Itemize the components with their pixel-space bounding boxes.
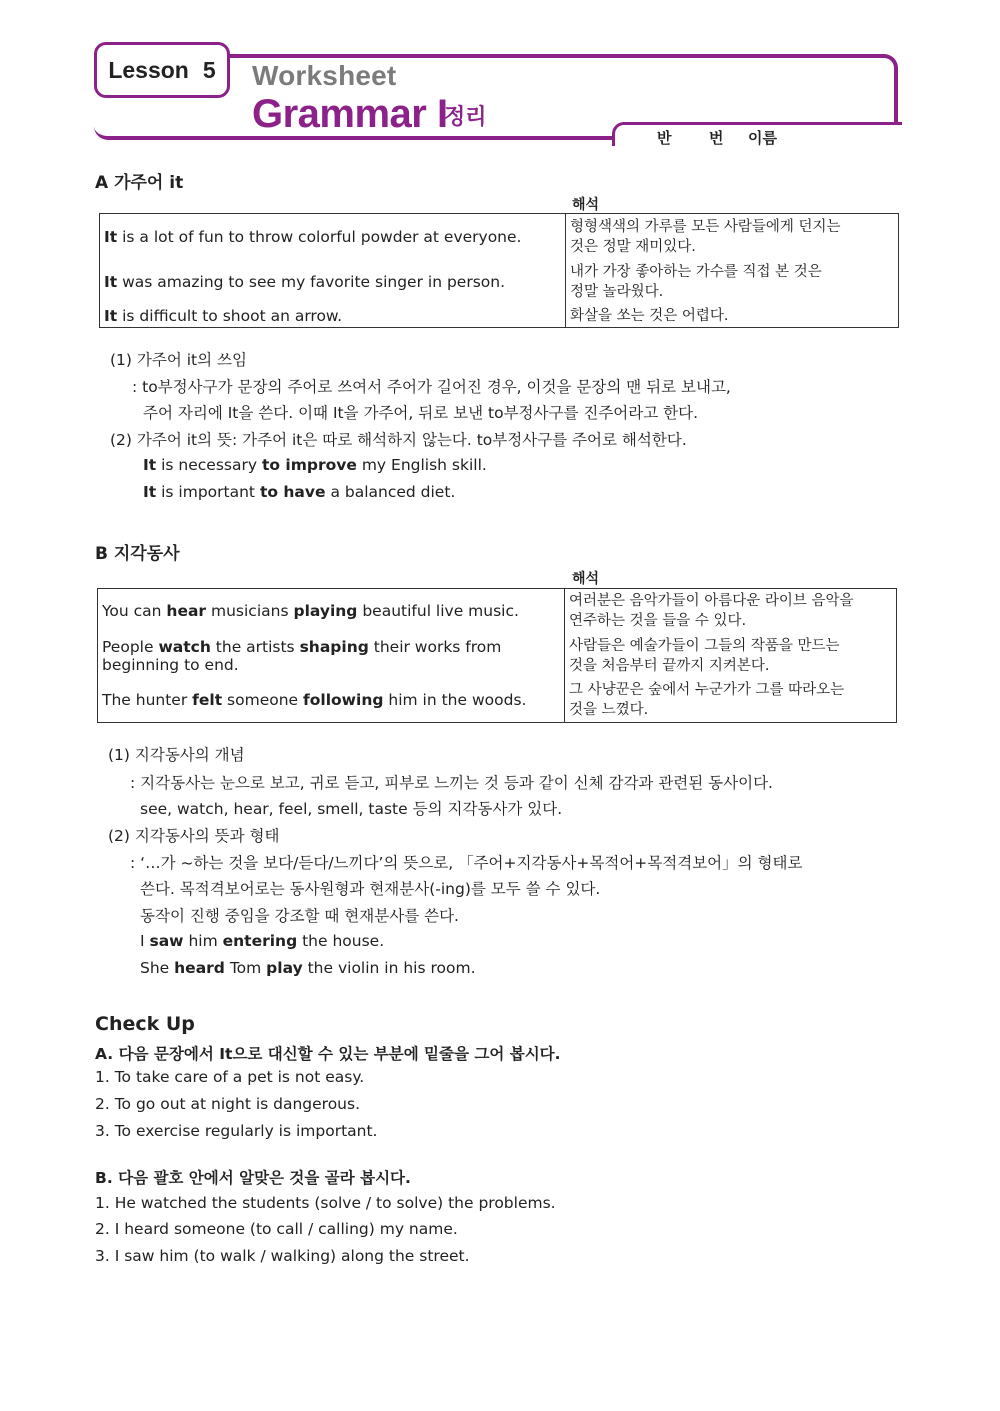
note-line: 주어 자리에 It을 쓴다. 이때 It을 가주어, 뒤로 보낸 to부정사구를 진주어라고 한다. (143, 404, 699, 422)
list-item: 2. To go out at night is dangerous. (95, 1095, 361, 1113)
list-item: 1. He watched the students (solve / to solve) the problems. (95, 1194, 556, 1212)
table-row-translation: 내가 가장 좋아하는 가수를 직접 본 것은 정말 놀라웠다. (570, 263, 822, 300)
table-row: It is difficult to shoot an arrow. (104, 306, 343, 325)
note-line: : to부정사구가 문장의 주어로 쓰여서 주어가 길어진 경우, 이것을 문장의 맨 뒤로 보내고, (132, 378, 731, 396)
check-up-b-title: B. 다음 괄호 안에서 알맞은 것을 골라 봅시다. (95, 1169, 411, 1187)
check-up-title: Check Up (95, 1013, 195, 1035)
table-row-translation: 사람들은 예술가들이 그들의 작품을 만드는 것을 처음부터 끝까지 지켜본다. (569, 638, 840, 674)
lesson-badge (94, 42, 230, 98)
table-row: People watch the artists shaping their works from beginning to end. (102, 638, 502, 674)
table-row-translation: 그 사냥꾼은 숲에서 누군가가 그를 따라오는 것을 느꼈다. (569, 682, 845, 718)
table-divider (564, 588, 565, 723)
note-line: see, watch, hear, feel, smell, taste 등의 지각동사가 있다. (140, 800, 563, 818)
note-title: (2) 가주어 it의 뜻: 가주어 it은 따로 해석하지 않는다. to부정사구를 주어로 해석한다. (110, 431, 687, 449)
example-sentence: I saw him entering the house. (140, 932, 385, 950)
class-label: 반 (657, 129, 672, 147)
table-row: It was amazing to see my favorite singer in person. (104, 272, 506, 291)
page-subtitle: 정리 (444, 105, 487, 130)
table-divider (565, 213, 566, 328)
page-title: Grammar I (252, 92, 448, 136)
section-b-title: B 지각동사 (95, 544, 180, 564)
example-sentence: It is important to have a balanced diet. (143, 483, 456, 501)
note-line: 동작이 진행 중임을 강조할 때 현재분사를 쓴다. (140, 907, 459, 925)
lesson-label: Lesson (108, 56, 189, 83)
table-row: The hunter felt someone following him in the woods. (102, 691, 527, 709)
table-row-translation: 화살을 쏘는 것은 어렵다. (570, 307, 729, 324)
note-line: : 지각동사는 눈으로 보고, 귀로 듣고, 피부로 느끼는 것 등과 같이 신체 감각과 관련된 동사이다. (130, 774, 773, 792)
note-title: (1) 지각동사의 개념 (108, 746, 245, 764)
list-item: 2. I heard someone (to call / calling) my name. (95, 1220, 458, 1238)
lesson-number: 5 (202, 56, 216, 83)
note-line: : ‘…가 ~하는 것을 보다/듣다/느끼다’의 뜻으로, 「주어+지각동사+목적어+목적격보어」의 형태로 (130, 854, 803, 872)
check-up-a-title: A. 다음 문장에서 It으로 대신할 수 있는 부분에 밑줄을 그어 봅시다. (95, 1045, 561, 1063)
table-row-translation: 여러분은 음악가들이 아름다운 라이브 음악을 연주하는 것을 들을 수 있다. (569, 593, 854, 629)
note-line: 쓴다. 목적격보어로는 동사원형과 현재분사(-ing)를 모두 쓸 수 있다. (140, 880, 601, 898)
note-title: (1) 가주어 it의 쓰임 (110, 351, 247, 369)
note-title: (2) 지각동사의 뜻과 형태 (108, 827, 280, 845)
list-item: 3. I saw him (to walk / walking) along the street. (95, 1247, 470, 1265)
table-row: It is a lot of fun to throw colorful powder at everyone. (104, 227, 522, 246)
name-label: 이름 (748, 129, 777, 147)
example-sentence: She heard Tom play the violin in his room. (140, 959, 476, 977)
worksheet-label: Worksheet (252, 60, 397, 91)
number-label: 번 (709, 129, 724, 147)
table-row-translation: 형형색색의 가루를 모든 사람들에게 던지는 것은 정말 재미있다. (570, 218, 841, 255)
section-b-translation-header: 해석 (572, 571, 600, 587)
table-row: You can hear musicians playing beautiful live music. (102, 602, 519, 620)
list-item: 1. To take care of a pet is not easy. (95, 1068, 365, 1086)
section-a-title: A 가주어 it (95, 173, 184, 193)
section-a-translation-header: 해석 (572, 197, 600, 213)
example-sentence: It is necessary to improve my English skill. (143, 456, 487, 474)
list-item: 3. To exercise regularly is important. (95, 1122, 378, 1140)
